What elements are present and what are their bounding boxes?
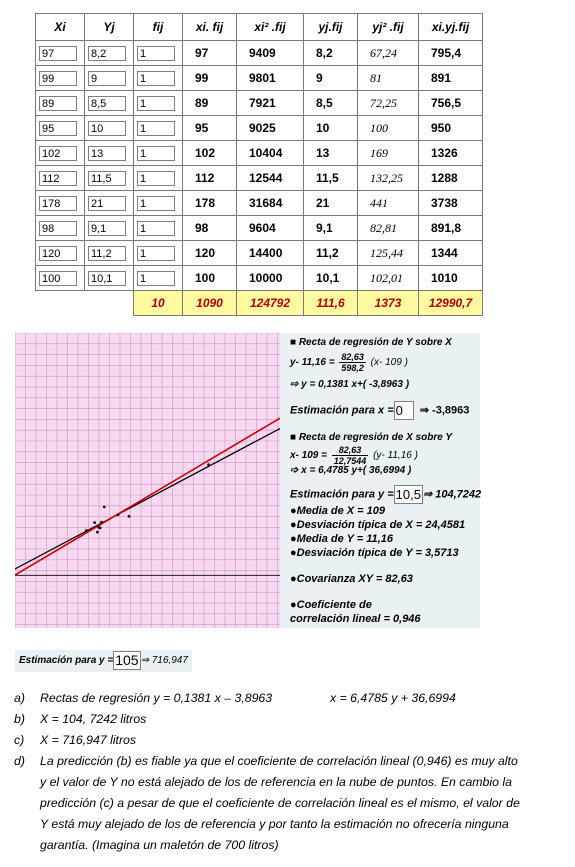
computed-cell-y2f: 67,24 [358, 41, 419, 66]
data-point [128, 515, 131, 518]
value-field-f[interactable]: 1 [137, 71, 175, 86]
computed-cell-x2f: 31684 [237, 191, 304, 216]
computed-cell-y2f: 169 [358, 141, 419, 166]
input-cell-x [36, 241, 85, 266]
answer-d-label: d) [14, 754, 25, 768]
computed-cell-xyf: 1344 [419, 241, 483, 266]
computed-cell-xyf: 795,4 [419, 41, 483, 66]
rx-equation: x- 109 = $\frac{82,63}{12,7544}$ (y- 11,16 ) [290, 445, 418, 466]
computed-cell-xf: 97 [183, 41, 237, 66]
value-field-f[interactable]: 1 [137, 96, 175, 111]
ry-title: ■ Recta de regresión de Y sobre X [290, 337, 452, 348]
computed-cell-xf: 98 [183, 216, 237, 241]
computed-cell-xyf: 891,8 [419, 216, 483, 241]
input-cell-y [85, 91, 134, 116]
computed-cell-yf: 13 [304, 141, 358, 166]
input-cell-y [85, 166, 134, 191]
table-header-row [36, 14, 483, 41]
computed-cell-y2f: 132,25 [358, 166, 419, 191]
table-row [36, 141, 483, 166]
value-field-x[interactable]: 112 [39, 171, 77, 186]
input-cell-x [36, 66, 85, 91]
input-cell-f [134, 91, 183, 116]
computed-cell-x2f: 7921 [237, 91, 304, 116]
total-cell-f: 10 [134, 291, 183, 316]
computed-cell-xyf: 1010 [419, 266, 483, 291]
value-field-f[interactable]: 1 [137, 46, 175, 61]
value-field-f[interactable]: 1 [137, 146, 175, 161]
value-field-y[interactable]: 11,2 [88, 246, 126, 261]
value-field-x[interactable]: 100 [39, 271, 77, 286]
answer-a-text: Rectas de regresión y = 0,1381 x – 3,8963 [40, 691, 273, 705]
total-cell-xf: 1090 [183, 291, 237, 316]
computed-cell-x2f: 9409 [237, 41, 304, 66]
answer-d-line: y el valor de Y no está alejado de los de referencia en la nube de puntos. En cambio la [40, 775, 512, 789]
computed-cell-xf: 112 [183, 166, 237, 191]
data-point [103, 505, 106, 508]
value-field-x[interactable]: 98 [39, 221, 77, 236]
computed-cell-y2f: 72,25 [358, 91, 419, 116]
blank-cell [36, 291, 85, 316]
computed-cell-yf: 10,1 [304, 266, 358, 291]
data-point [85, 529, 88, 532]
value-field-y[interactable]: 8,5 [88, 96, 126, 111]
value-field-f[interactable]: 1 [137, 121, 175, 136]
table-row [36, 266, 483, 291]
header-xi-yj-fij: xi.yj.fij [419, 14, 483, 41]
input-cell-x [36, 116, 85, 141]
media-y: ●Media de Y = 11,16 [290, 533, 393, 545]
regression-panel [15, 333, 480, 628]
data-point [207, 463, 210, 466]
value-field-y[interactable]: 10 [88, 121, 126, 136]
input-cell-y [85, 41, 134, 66]
value-field-x[interactable]: 178 [39, 196, 77, 211]
est-bottom-input[interactable]: 105 [115, 651, 139, 668]
answer-c-label: c) [14, 733, 25, 747]
value-field-x[interactable]: 95 [39, 121, 77, 136]
input-cell-y [85, 241, 134, 266]
est-x-row: Estimación para x = 0 ⇒ -3,8963 [290, 403, 470, 418]
computed-cell-xf: 89 [183, 91, 237, 116]
input-cell-x [36, 166, 85, 191]
computed-cell-yf: 8,5 [304, 91, 358, 116]
computed-cell-x2f: 14400 [237, 241, 304, 266]
computed-cell-xf: 95 [183, 116, 237, 141]
data-point [97, 526, 100, 529]
computed-cell-xyf: 950 [419, 116, 483, 141]
computed-cell-x2f: 10000 [237, 266, 304, 291]
computed-cell-xyf: 891 [419, 66, 483, 91]
data-point [96, 531, 99, 534]
answer-d-line: predicción (c) a pesar de que el coeficiente de correlación lineal es el mismo, el valor de [40, 796, 520, 810]
computed-cell-xyf: 3738 [419, 191, 483, 216]
ry-result: ⇨ y = 0,1381 x+( -3,8963 ) [290, 379, 410, 390]
computed-cell-yf: 9 [304, 66, 358, 91]
computed-cell-yf: 9,1 [304, 216, 358, 241]
computed-cell-xf: 178 [183, 191, 237, 216]
value-field-f[interactable]: 1 [137, 196, 175, 211]
input-cell-y [85, 66, 134, 91]
answer-b-text: X = 104, 7242 litros [40, 712, 147, 726]
value-field-f[interactable]: 1 [137, 271, 175, 286]
answer-d-line: garantía. (Imagina un maletón de 700 litros) [40, 838, 279, 852]
table-row [36, 216, 483, 241]
est-y-input[interactable]: 10,5 [395, 487, 421, 502]
computed-cell-yf: 11,2 [304, 241, 358, 266]
input-cell-f [134, 41, 183, 66]
computed-cell-x2f: 12544 [237, 166, 304, 191]
header-xi: Xi [36, 14, 85, 41]
computed-cell-xyf: 756,5 [419, 91, 483, 116]
value-field-x[interactable]: 97 [39, 46, 77, 61]
data-point [100, 521, 103, 524]
ry-fraction: $\frac{82,63}{598,2}$ [341, 352, 364, 373]
computed-cell-yf: 10 [304, 116, 358, 141]
input-cell-x [36, 91, 85, 116]
total-cell-xyf: 12990,7 [419, 291, 483, 316]
est-y-row: Estimación para y = 10,5 ⇒ 104,7242 [290, 487, 482, 502]
computed-cell-y2f: 100 [358, 116, 419, 141]
value-field-y[interactable]: 9,1 [88, 221, 126, 236]
input-cell-f [134, 66, 183, 91]
input-cell-y [85, 191, 134, 216]
frequency-table [35, 13, 483, 316]
value-field-x[interactable]: 120 [39, 246, 77, 261]
plot-background [15, 333, 280, 628]
data-point [117, 513, 120, 516]
covarianza: ●Covarianza XY = 82,63 [290, 573, 413, 585]
input-cell-f [134, 191, 183, 216]
computed-cell-yf: 21 [304, 191, 358, 216]
computed-cell-yf: 8,2 [304, 41, 358, 66]
table-row [36, 91, 483, 116]
input-cell-f [134, 266, 183, 291]
value-field-y[interactable]: 11,5 [88, 171, 126, 186]
total-cell-yf: 111,6 [304, 291, 358, 316]
computed-cell-y2f: 102,01 [358, 266, 419, 291]
computed-cell-yf: 11,5 [304, 166, 358, 191]
table-row [36, 191, 483, 216]
value-field-f[interactable]: 1 [137, 221, 175, 236]
ry-equation: y- 11,16 = $\frac{82,63}{598,2}$ (x- 109 ) [290, 352, 408, 373]
table-row [36, 116, 483, 141]
computed-cell-xyf: 1288 [419, 166, 483, 191]
answer-a-label: a) [14, 691, 25, 705]
media-x: ●Media de X = 109 [290, 505, 385, 517]
totals-row [36, 291, 483, 316]
scatter-plot [15, 333, 280, 628]
computed-cell-x2f: 9604 [237, 216, 304, 241]
value-field-x[interactable]: 99 [39, 71, 77, 86]
table-row [36, 66, 483, 91]
total-cell-y2f: 1373 [358, 291, 419, 316]
blank-cell [85, 291, 134, 316]
input-cell-f [134, 241, 183, 266]
desv-x: ●Desviación típica de X = 24,4581 [290, 519, 466, 531]
rx-title: ■ Recta de regresión de X sobre Y [290, 432, 453, 443]
header-fij: fij [134, 14, 183, 41]
desv-y: ●Desviación típica de Y = 3,5713 [290, 547, 459, 559]
computed-cell-xyf: 1326 [419, 141, 483, 166]
value-field-f[interactable]: 1 [137, 246, 175, 261]
computed-cell-xf: 100 [183, 266, 237, 291]
input-cell-y [85, 116, 134, 141]
input-cell-x [36, 141, 85, 166]
input-cell-y [85, 266, 134, 291]
rx-fraction: $\frac{82,63}{12,7544}$ [333, 445, 367, 466]
computed-cell-y2f: 81 [358, 66, 419, 91]
input-cell-x [36, 216, 85, 241]
table-row [36, 241, 483, 266]
data-point [93, 521, 96, 524]
input-cell-y [85, 141, 134, 166]
answer-c-text: X = 716,947 litros [40, 733, 137, 747]
input-cell-x [36, 266, 85, 291]
input-cell-f [134, 141, 183, 166]
input-cell-x [36, 191, 85, 216]
value-field-x[interactable]: 89 [39, 96, 77, 111]
input-cell-f [134, 116, 183, 141]
input-cell-y [85, 216, 134, 241]
total-cell-x2f: 124792 [237, 291, 304, 316]
computed-cell-x2f: 10404 [237, 141, 304, 166]
value-field-f[interactable]: 1 [137, 171, 175, 186]
answer-d-line: Y está muy alejado de los de referencia y por tanto la estimación no ofrecería ninguna [40, 817, 509, 831]
computed-cell-y2f: 82,81 [358, 216, 419, 241]
header-xi2-fij: xi² .fij [237, 14, 304, 41]
computed-cell-x2f: 9025 [237, 116, 304, 141]
header-yj: Yj [85, 14, 134, 41]
value-field-y[interactable]: 10,1 [88, 271, 126, 286]
computed-cell-y2f: 125,44 [358, 241, 419, 266]
header-xi-fij: xi. fij [183, 14, 237, 41]
header-yj2-fij: yj² .fij [358, 14, 419, 41]
header-yj-fij: yj.fij [304, 14, 358, 41]
value-field-y[interactable]: 9 [88, 71, 126, 86]
computed-cell-xf: 99 [183, 66, 237, 91]
coef-line1: ●Coeficiente de [290, 599, 372, 611]
answer-d-line: La predicción (b) es fiable ya que el coeficiente de correlación lineal (0,946) es muy alto [40, 754, 518, 768]
input-cell-f [134, 166, 183, 191]
table-row [36, 166, 483, 191]
answer-b-label: b) [14, 712, 25, 726]
est-x-input[interactable]: 0 [394, 401, 414, 420]
value-field-y[interactable]: 21 [88, 196, 126, 211]
table-row [36, 41, 483, 66]
computed-cell-xf: 120 [183, 241, 237, 266]
input-cell-f [134, 216, 183, 241]
bottom-estimation: Estimación para y = 105 ⇒ 716,947 [15, 650, 192, 672]
value-field-x[interactable]: 102 [39, 146, 77, 161]
answer-a-text2: x = 6,4785 y + 36,6994 [330, 691, 456, 705]
computed-cell-xf: 102 [183, 141, 237, 166]
computed-cell-x2f: 9801 [237, 66, 304, 91]
coef-line2: correlación lineal = 0,946 [290, 613, 421, 625]
value-field-y[interactable]: 8,2 [88, 46, 126, 61]
value-field-y[interactable]: 13 [88, 146, 126, 161]
computed-cell-y2f: 441 [358, 191, 419, 216]
rx-result: ➩ x = 6,4785 y+( 36,6994 ) [290, 465, 412, 476]
input-cell-x [36, 41, 85, 66]
